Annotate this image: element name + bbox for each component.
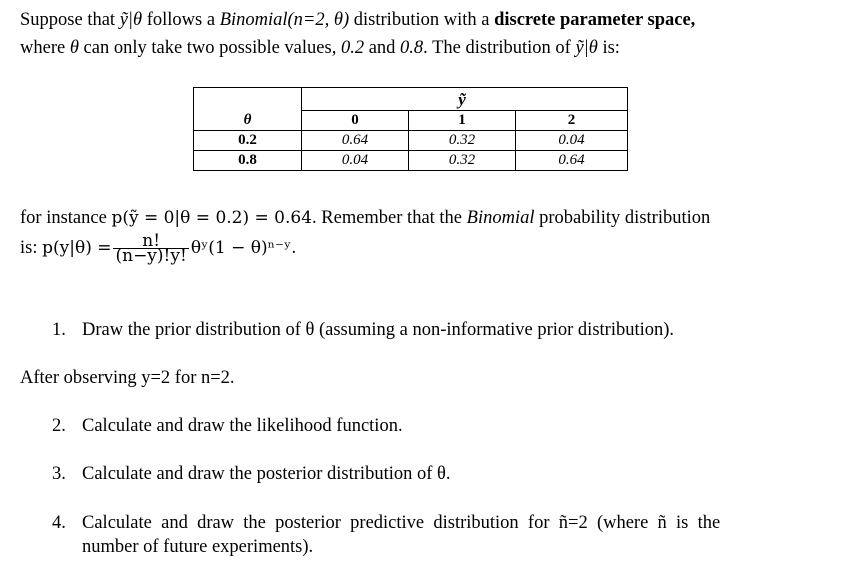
- intro-text: Suppose that: [20, 10, 120, 30]
- ytilde-header: ỹ: [409, 88, 516, 111]
- prob-cell: 0.64: [302, 131, 409, 151]
- example-line-2: [20, 231, 297, 266]
- question-4: [52, 513, 720, 534]
- table-cell: [516, 88, 628, 111]
- binomial-lhs: p(y|θ) =: [42, 237, 112, 258]
- example-equation: p(ỹ = 0|θ = 0.2) = 0.64: [111, 208, 313, 228]
- question-text: Calculate and draw the posterior predictive distribution for ñ=2 (where ñ is the: [82, 513, 721, 533]
- intro-bold-text: discrete parameter space,: [494, 10, 696, 30]
- col-header: 1: [409, 111, 516, 131]
- intro-distribution: Binomial(n=2, θ): [219, 10, 350, 30]
- example-line-1: [20, 208, 710, 229]
- example-binomial: Binomial: [466, 208, 535, 228]
- question-text: Draw the prior distribution of θ (assuming a non-informative prior distribution).: [82, 320, 675, 340]
- intro-theta: θ: [69, 38, 79, 58]
- prob-cell: 0.04: [302, 151, 409, 171]
- intro-value: 0.8: [400, 38, 424, 58]
- table-header-row: [194, 111, 628, 131]
- intro-symbol: ỹ|θ: [119, 10, 143, 30]
- question-3: [52, 464, 451, 485]
- intro-text: and: [364, 38, 401, 58]
- fraction-numerator: n!: [113, 234, 188, 249]
- question-4-continuation: number of future experiments).: [82, 537, 314, 557]
- example-text: . Remember that the: [312, 208, 467, 228]
- intro-text: . The distribution of: [423, 38, 576, 58]
- distribution-table: [193, 87, 628, 171]
- table-row: [194, 151, 628, 171]
- intro-text: where: [20, 38, 70, 58]
- prob-cell: 0.32: [409, 131, 516, 151]
- table-cell: [302, 88, 409, 111]
- example-text: probability distribution: [534, 208, 711, 228]
- intro-text: can only take two possible values,: [78, 38, 341, 58]
- col-header: 2: [516, 111, 628, 131]
- question-text: Calculate and draw the likelihood function.: [82, 416, 403, 436]
- prob-cell: 0.32: [409, 151, 516, 171]
- observation-note: After observing y=2 for n=2.: [20, 368, 235, 388]
- table-row: [194, 131, 628, 151]
- intro-text: is:: [597, 38, 620, 58]
- example-text: for instance: [20, 208, 112, 228]
- question-number: 1.: [52, 320, 66, 340]
- theta-header: θ: [194, 111, 302, 131]
- question-1: [52, 320, 674, 341]
- intro-value: 0.2: [340, 38, 365, 58]
- intro-text: follows a: [142, 10, 220, 30]
- binomial-fraction: [113, 231, 188, 266]
- intro-symbol: ỹ|θ: [575, 38, 598, 58]
- table-header-row-top: [194, 88, 628, 111]
- question-text: Calculate and draw the posterior distribution of θ.: [82, 464, 451, 484]
- theta-value: 0.8: [194, 151, 302, 171]
- intro-line-2: [20, 38, 620, 59]
- prob-cell: 0.64: [516, 151, 628, 171]
- theta-value: 0.2: [194, 131, 302, 151]
- col-header: 0: [302, 111, 409, 131]
- question-number: 4.: [52, 513, 66, 533]
- prob-cell: 0.04: [516, 131, 628, 151]
- question-number: 3.: [52, 464, 66, 484]
- question-2: [52, 416, 403, 437]
- intro-line-1: [20, 10, 695, 31]
- binomial-rhs: θʸ(1 − θ)ⁿ⁻ʸ.: [190, 237, 297, 258]
- fraction-denominator: (n−y)!y!: [115, 246, 187, 266]
- example-text: is:: [20, 237, 43, 258]
- question-number: 2.: [52, 416, 66, 436]
- table-cell: [194, 88, 302, 111]
- intro-text: distribution with a: [349, 10, 495, 30]
